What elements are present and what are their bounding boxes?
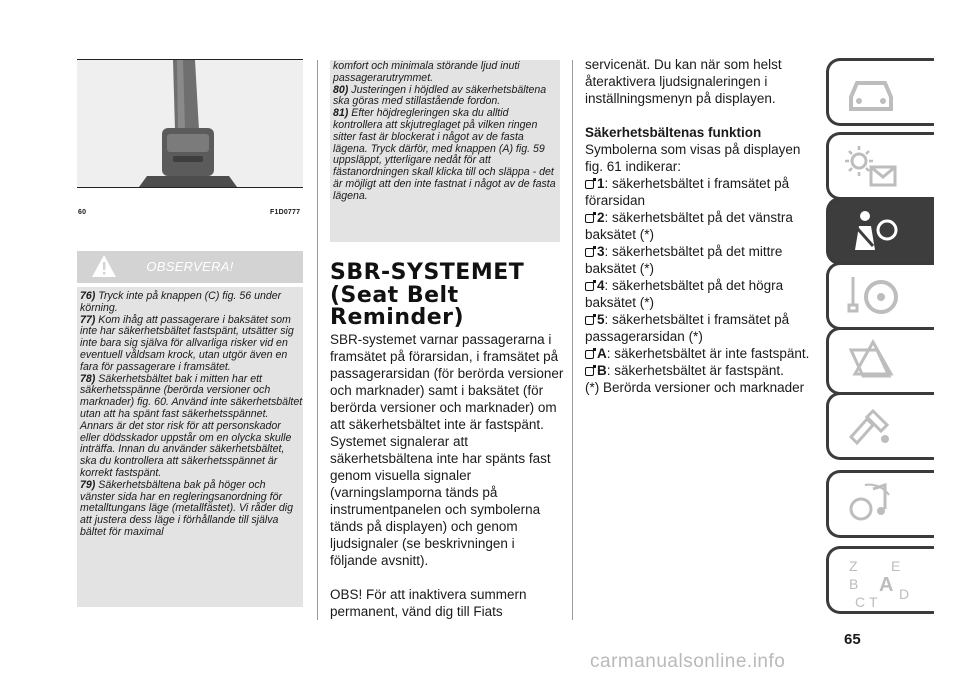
tab-seatbelt-airbag[interactable] xyxy=(826,197,934,265)
warning-title: OBSERVERA! xyxy=(146,259,234,274)
note-81: 81) Efter höjdregleringen ska du alltid kontrollera att skjutreglaget på vilken ringen sitter fast är blockerat i något av de fasta lägena. Tryck därför, med knappen (A) fig. 59 uppsläppt, ytterligare nedåt för att fästanordningen skall klicka till och släppa - det är möjligt att den inte fastnat i något av de fasta lägena. xyxy=(333,107,556,202)
seatbelt-airbag-icon xyxy=(843,206,903,258)
function-item-1: 1: säkerhetsbältet i framsätet på förarsidan xyxy=(585,176,790,208)
warning-notes xyxy=(80,291,303,539)
seatbelt-symbol-icon xyxy=(585,367,594,376)
index-letters-icon xyxy=(843,555,913,613)
tab-multimedia[interactable] xyxy=(826,470,934,538)
function-item-b: B: säkerhetsbältet är fastspänt. xyxy=(585,362,815,379)
key-steering-icon xyxy=(843,271,903,323)
warning-notes-continued xyxy=(333,61,559,203)
function-heading: Säkerhetsbältenas funktion xyxy=(585,125,762,140)
watermark: carmanualsonline.info xyxy=(590,651,786,672)
sbr-paragraph-3-continued: servicenät. Du kan när som helst återaktivera ljudsignaleringen i inställningsmenyn på displayen. xyxy=(585,57,782,106)
function-item-a: A: säkerhetsbältet är inte fastspänt. xyxy=(585,345,815,362)
car-dashboard-icon xyxy=(843,67,899,119)
figure-bottom-rule xyxy=(77,187,303,188)
breakdown-service-icon xyxy=(843,401,903,453)
seatbelt-symbol-icon xyxy=(585,248,594,257)
svg-text:Z: Z xyxy=(849,558,858,574)
tab-car-dashboard[interactable] xyxy=(826,58,934,126)
figure-code: F1D0777 xyxy=(270,209,301,216)
multimedia-icon xyxy=(843,479,903,531)
note-80: 80) Justeringen i höjdled av säkerhetsbältena ska göras med stillastående fordon. xyxy=(333,83,547,108)
seatbelt-symbol-icon xyxy=(585,350,594,359)
tab-index[interactable] xyxy=(826,546,934,614)
seatbelt-buckle-figure xyxy=(77,60,303,187)
function-item-4: 4: säkerhetsbältet på det högra baksätet (*) xyxy=(585,278,784,310)
sbr-paragraph-2: Systemet signalerar att säkerhetsbältena inte har spänts fast genom visuella signaler (varningslamporna tänds på instrumentpanelen och symbolerna tänds på displayen) och genom ljudsignaler (se beskrivningen i följande avsnitt). xyxy=(330,434,551,568)
figure-number: 60 xyxy=(78,209,87,216)
note-78: 78) Säkerhetsbältet bak i mitten har ett säkerhetsspänne (berörda versioner och marknader) fig. 60. Använd inte säkerhetsbältet utan att ha spänt fast säkerhetsspännet. Annars är det stor risk för att personskador eller dödsskador uppstår om en olycka skulle inträffa. Innan du använder säkerhetsbältet, ska du kontrollera att säkerhetsspännet är korrekt fastspänt. xyxy=(80,372,303,479)
seatbelt-symbol-icon xyxy=(585,316,594,325)
column-divider-2 xyxy=(572,60,573,620)
seatbelt-symbol-icon xyxy=(585,214,594,223)
tab-lights-message[interactable] xyxy=(826,132,934,200)
svg-text:D: D xyxy=(899,586,910,602)
column-divider-1 xyxy=(317,60,318,620)
function-footnote: (*) Berörda versioner och marknader xyxy=(585,380,805,395)
function-item-3: 3: säkerhetsbältet på det mittre baksätet (*) xyxy=(585,244,783,276)
svg-text:C: C xyxy=(855,594,866,610)
section-body xyxy=(330,331,565,620)
tab-key-steering[interactable] xyxy=(826,262,934,330)
tab-breakdown[interactable] xyxy=(826,392,934,460)
svg-text:A: A xyxy=(879,574,894,596)
function-item-2: 2: säkerhetsbältet på det vänstra baksätet (*) xyxy=(585,210,793,242)
function-intro: Symbolerna som visas på displayen fig. 61 indikerar: xyxy=(585,142,801,174)
svg-text:E: E xyxy=(891,558,901,574)
tab-warning[interactable] xyxy=(826,327,934,395)
note-79: 79) Säkerhetsbältena bak på höger och vänster sida har en regleringsanordning för metalltungans läge (metallfästet). Vi råder dig att justera dess läge i förhållande till själva bältet för maximal xyxy=(80,478,293,538)
note-79-continued: komfort och minimala störande ljud inuti passagerarutrymmet. xyxy=(333,60,520,84)
note-77: 77) Kom ihåg att passagerare i baksätet som inte har säkerhetsbältet fastspänt, utsätter sig inte bara sig själva för allvarliga risker vid en eventuell våldsam krock, utan utgör även en fara för passagerare i framsätet. xyxy=(80,313,294,373)
seatbelt-symbol-icon xyxy=(585,282,594,291)
note-76: 76) Tryck inte på knappen (C) fig. 56 under körning. xyxy=(80,290,282,314)
function-section xyxy=(585,56,815,396)
warning-header xyxy=(77,251,303,283)
function-item-5: 5: säkerhetsbältet i framsätet på passagerarsidan (*) xyxy=(585,312,790,344)
lights-message-icon xyxy=(843,141,903,193)
sbr-paragraph-1: SBR-systemet varnar passagerarna i framsätet på förarsidan, i framsätet på passagerarsidan (för berörda versioner och marknader) samt i baksätet (för berörda versioner och marknader) om att säkerhetsbältet inte är fastspänt. xyxy=(330,332,564,432)
seatbelt-symbol-icon xyxy=(585,180,594,189)
warning-triangle-icon xyxy=(843,336,903,388)
svg-text:T: T xyxy=(869,594,878,610)
svg-text:B: B xyxy=(849,576,859,592)
sbr-paragraph-3: OBS! För att inaktivera summern permanent, vänd dig till Fiats xyxy=(330,587,527,619)
page-number: 65 xyxy=(844,631,861,648)
section-title: SBR-SYSTEMET (Seat Belt Reminder) xyxy=(330,260,525,330)
